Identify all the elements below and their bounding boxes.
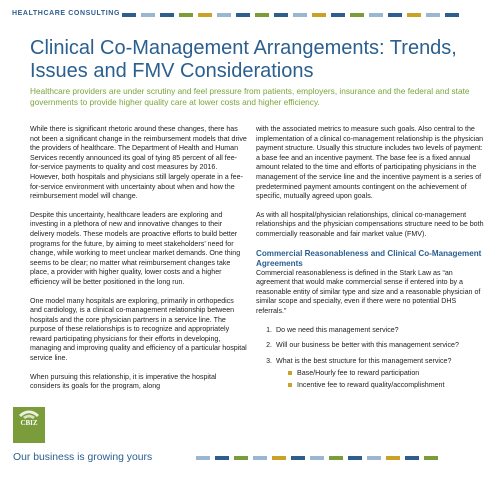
cbiz-logo: [13, 407, 45, 443]
decorative-dash: [369, 13, 383, 17]
decorative-dash: [407, 13, 421, 17]
decorative-dash: [179, 13, 193, 17]
decorative-dash: [350, 13, 364, 17]
decorative-dash: [141, 13, 155, 17]
logo-text: CBIZ: [20, 419, 38, 427]
left-paragraph-2: Despite this uncertainty, healthcare leaders are exploring and investing in a plethora of new and innovative changes to their delivery models. These models are proactive efforts to build better programs for the future, by aiming to meet stakeholders’ need for change, while working to meet unclear market demands. One thing seems to be clear; no matter what reimbursement changes take place, a provider with higher quality, lower costs and a higher efficiency will be better positioned in the long run.: [30, 210, 241, 286]
question-item: 2. Will our business be better with this management service?: [274, 341, 484, 351]
right-column: [256, 125, 484, 396]
square-bullet-icon: [288, 383, 292, 387]
question-item: 1. Do we need this management service?: [274, 326, 484, 336]
square-bullet-icon: [288, 371, 292, 375]
decorative-dash: [122, 13, 136, 17]
decorative-dash: [310, 456, 324, 460]
section-label: HEALTHCARE CONSULTING: [12, 10, 121, 17]
left-column: [30, 125, 247, 401]
decorative-dash: [253, 456, 267, 460]
option-item: [288, 381, 484, 391]
decorative-dash: [329, 456, 343, 460]
footer-decorative-dashes: [196, 456, 438, 460]
question-item: [274, 357, 484, 391]
decorative-dash: [367, 456, 381, 460]
decorative-dash: [255, 13, 269, 17]
right-paragraph-1: with the associated metrics to measure such goals. Also central to the implementation of a clinical co-management relationship is the physician payment structure. Usually this structure includes two levels of payment: a base fee and an incentive payment. The base fee is a fixed annual amount related to the time and efforts of participating physicians in the management of the service line and the incentive payment is a series of predetermined payment amounts contingent on the achievement of specific, mutually agreed upon goals.: [256, 125, 484, 201]
header-bar: [10, 9, 490, 21]
decorative-dash: [274, 13, 288, 17]
decorative-dash: [388, 13, 402, 17]
decorative-dash: [196, 456, 210, 460]
right-paragraph-3: Commercial reasonableness is defined in the Stark Law as “an agreement that would make commercial sense if entered into by a reasonable entity of similar type and size and a reasonable physician of similar scope and specialty, even if there were no potential DHS referrals.”: [256, 268, 481, 315]
decorative-dash: [291, 456, 305, 460]
decorative-dash: [272, 456, 286, 460]
decorative-dash: [293, 13, 307, 17]
header-decorative-dashes: [122, 13, 459, 17]
option-text: Incentive fee to reward quality/accomplishment: [297, 380, 445, 389]
left-paragraph-4: When pursuing this relationship, it is imperative the hospital considers its goals for the program, along: [30, 372, 217, 391]
decorative-dash: [160, 13, 174, 17]
question-text: What is the best structure for this management service?: [276, 356, 452, 365]
decorative-dash: [312, 13, 326, 17]
left-paragraph-3: One model many hospitals are exploring, primarily in orthopedics and cardiology, is a clinical co-management relationship between hospitals and the core physician partners in a service line. The purpose of these relationships is to recognize and appropriately reward participating physicians for their efforts in developing, managing and improving quality and efficiency of a particular hospital service line.: [30, 296, 247, 363]
decorative-dash: [217, 13, 231, 17]
decorative-dash: [424, 456, 438, 460]
options-list: [276, 369, 484, 390]
left-paragraph-1: While there is significant rhetoric around these changes, there has not been a significant change in the reimbursement models that drive the providers of healthcare. The Department of Health and Human Services recently announced its goal of tying 85 percent of all fee-for-service payments to quality and cost measures by 2016. However, both hospitals and physicians still largely operate in a fee-for-service environment with uncertainty about when and how the reimbursement model will change.: [30, 125, 247, 201]
decorative-dash: [331, 13, 345, 17]
right-paragraph-2: As with all hospital/physician relationships, clinical co-management relationships and the physician compensations structure need to be both commercially reasonable and fair market value (FMV).: [256, 210, 484, 238]
decorative-dash: [236, 13, 250, 17]
option-item: [288, 369, 484, 379]
decorative-dash: [215, 456, 229, 460]
questions-list: [256, 326, 484, 391]
decorative-dash: [426, 13, 440, 17]
decorative-dash: [386, 456, 400, 460]
page-title: Clinical Co-Management Arrangements: Trends, Issues and FMV Considerations: [30, 37, 457, 82]
tagline: Our business is growing yours: [13, 452, 153, 463]
section-heading: Commercial Reasonableness and Clinical Co-Management Agreements: [256, 248, 482, 268]
option-text: Base/Hourly fee to reward participation: [297, 369, 420, 378]
page-subtitle: Healthcare providers are under scrutiny and feel pressure from patients, employers, insurance and the federal and state governments to provide higher quality care at lower costs and higher efficiency.: [30, 86, 470, 107]
decorative-dash: [348, 456, 362, 460]
decorative-dash: [234, 456, 248, 460]
decorative-dash: [198, 13, 212, 17]
decorative-dash: [405, 456, 419, 460]
decorative-dash: [445, 13, 459, 17]
